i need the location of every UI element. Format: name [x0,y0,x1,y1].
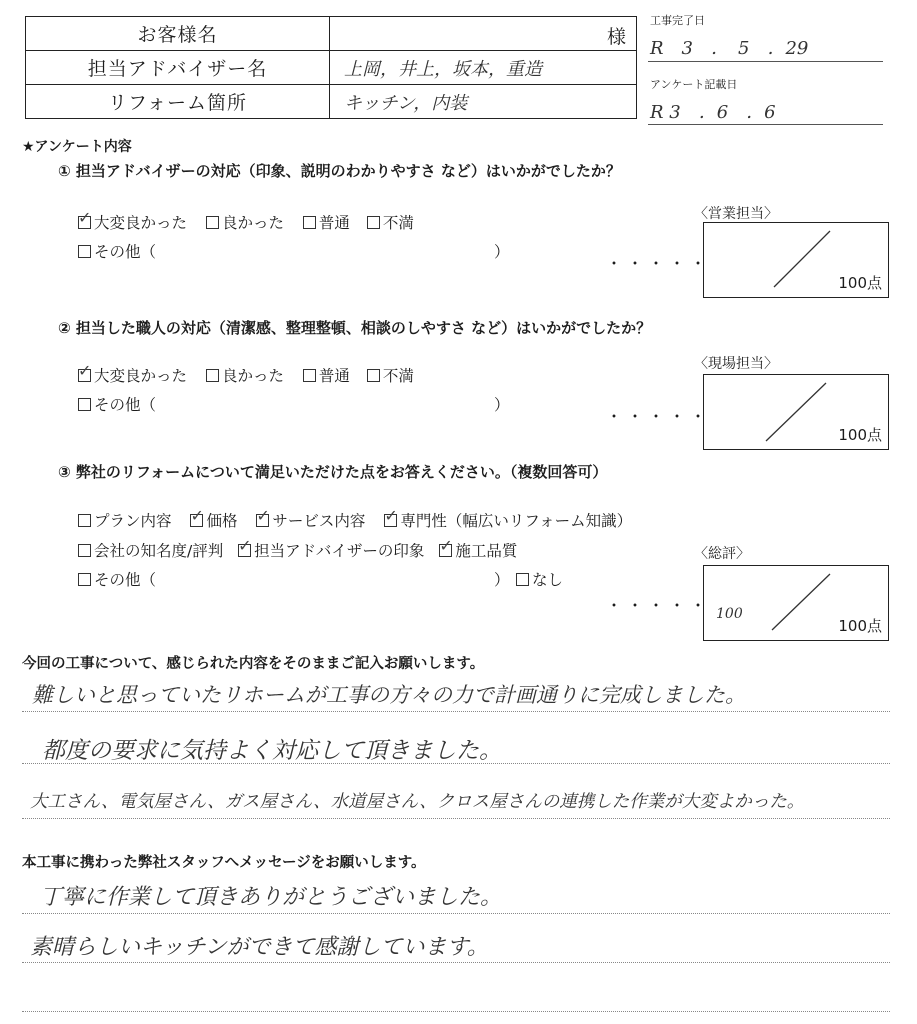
q1-score-max: 100点 [838,274,882,292]
checkbox-icon [78,398,91,411]
message-line[interactable]: 素晴らしいキッチンができて感謝しています。 [30,935,489,960]
ruled-line [22,913,890,914]
impressions-heading: 今回の工事について、感じられた内容をそのままご記入お願いします。 [22,656,485,672]
reform-location-label: リフォーム箇所 [26,85,330,119]
completion-date-label: 工事完了日 [650,14,705,27]
q2-option-dissatisfied[interactable]: 不満 [367,367,414,385]
q2-option-other[interactable]: その他（ [78,393,156,415]
survey-date-value[interactable]: R 3 ．6 ．6 [650,102,776,123]
q3-score-max: 100点 [838,617,882,635]
q1-question: ① 担当アドバイザーの対応（印象、説明のわかりやすさ など）はいかがでしたか？ [58,162,621,180]
q3-option-advisor-impression[interactable]: ✓ 担当アドバイザーの印象 [238,542,424,560]
checkbox-icon [516,573,529,586]
q1-option-very-good[interactable]: ✓大変良かった [78,214,187,232]
ruled-line [22,763,890,764]
reform-location-value: キッチン，内装 [344,92,468,114]
q2-option-good[interactable]: 良かった [206,367,284,385]
q2-option-normal[interactable]: 普通 [303,367,350,385]
q3-other-close: ） [494,571,510,589]
checkbox-icon [78,514,91,527]
q1-other-close: ） [494,243,510,261]
survey-date-label: アンケート記載日 [650,78,738,91]
completion-date-underline [648,61,883,62]
q3-options-row1 [78,509,632,531]
impressions-line[interactable]: 難しいと思っていたリホームが工事の方々の力で計画通りに完成しました。 [32,683,746,707]
advisor-name-value: 上岡，井上，坂本，重造 [344,58,542,80]
checkbox-icon [206,369,219,382]
customer-name-value [330,24,344,45]
checkbox-checked-icon [256,514,269,527]
q1-options [78,211,414,233]
impressions-line[interactable]: 大工さん、電気屋さん、ガス屋さん、水道屋さん、クロス屋さんの連携した作業が大変よかった。 [30,792,805,812]
q2-box-label: 〈現場担当〉 [694,356,778,372]
q1-option-other[interactable]: その他（ [78,240,156,262]
q3-option-reputation[interactable]: 会社の知名度/評判 [78,542,223,560]
customer-suffix: 様 [606,26,626,48]
q1-leader-dots: ・・・・・ [606,254,712,273]
q2-leader-dots: ・・・・・ [606,407,712,426]
checkbox-icon [78,573,91,586]
q3-option-none[interactable]: なし [516,568,563,590]
customer-name-field[interactable] [330,17,637,51]
customer-info-table [25,16,637,119]
checkbox-icon [78,544,91,557]
q2-option-very-good[interactable]: ✓大変良かった [78,367,187,385]
q3-leader-dots: ・・・・・ [606,596,712,615]
q3-option-quality[interactable]: ✓ 施工品質 [439,542,517,560]
q3-option-other[interactable]: その他（ [78,568,156,590]
checkbox-checked-icon [190,514,203,527]
message-heading: 本工事に携わった弊社スタッフへメッセージをお願いします。 [22,855,426,871]
q3-options-row2 [78,539,517,561]
checkbox-icon [78,245,91,258]
q3-score-box[interactable] [703,565,889,641]
q2-options [78,364,414,386]
checkbox-checked-icon [439,544,452,557]
q2-question: ② 担当した職人の対応（清潔感、整理整頓、相談のしやすさ など）はいかがでしたか？ [58,319,652,337]
impressions-line[interactable]: 都度の要求に気持よく対応して頂きました。 [42,738,502,764]
q3-option-price[interactable]: ✓ 価格 [190,512,237,530]
checkbox-checked-icon [238,544,251,557]
q2-other-close: ） [494,396,510,414]
checkbox-icon [206,216,219,229]
q2-score-max: 100点 [838,426,882,444]
completion-date-value[interactable]: R 3 ． 5 ．29 [650,38,809,59]
q1-box-label: 〈営業担当〉 [694,206,778,222]
survey-title: ★アンケート内容 [22,139,132,155]
reform-location-field[interactable] [330,85,637,119]
checkbox-checked-icon [78,369,91,382]
checkbox-icon [367,216,380,229]
ruled-line [22,818,890,819]
customer-name-label: お客様名 [26,17,330,51]
q1-option-dissatisfied[interactable]: 不満 [367,214,414,232]
ruled-line [22,711,890,712]
q1-option-normal[interactable]: 普通 [303,214,350,232]
q2-score-box[interactable] [703,374,889,450]
q3-option-plan[interactable]: プラン内容 [78,512,172,530]
advisor-name-label: 担当アドバイザー名 [26,51,330,85]
q3-option-expertise[interactable]: ✓ 専門性（幅広いリフォーム知識） [384,512,632,530]
message-line[interactable]: 丁寧に作業して頂きありがとうございました。 [40,885,503,910]
q3-question: ③ 弊社のリフォームについて満足いただけた点をお答えください。（複数回答可） [58,463,608,481]
survey-date-underline [648,124,883,125]
q3-handwritten-score: 100 [716,606,743,622]
checkbox-checked-icon [78,216,91,229]
checkbox-icon [303,216,316,229]
ruled-line [22,962,890,963]
checkbox-checked-icon [384,514,397,527]
checkbox-icon [367,369,380,382]
advisor-name-field[interactable] [330,51,637,85]
ruled-line [22,1011,890,1012]
q1-option-good[interactable]: 良かった [206,214,284,232]
q3-box-label: 〈総評〉 [694,546,750,562]
q3-option-service[interactable]: ✓ サービス内容 [256,512,365,530]
checkbox-icon [303,369,316,382]
q1-score-box[interactable] [703,222,889,298]
